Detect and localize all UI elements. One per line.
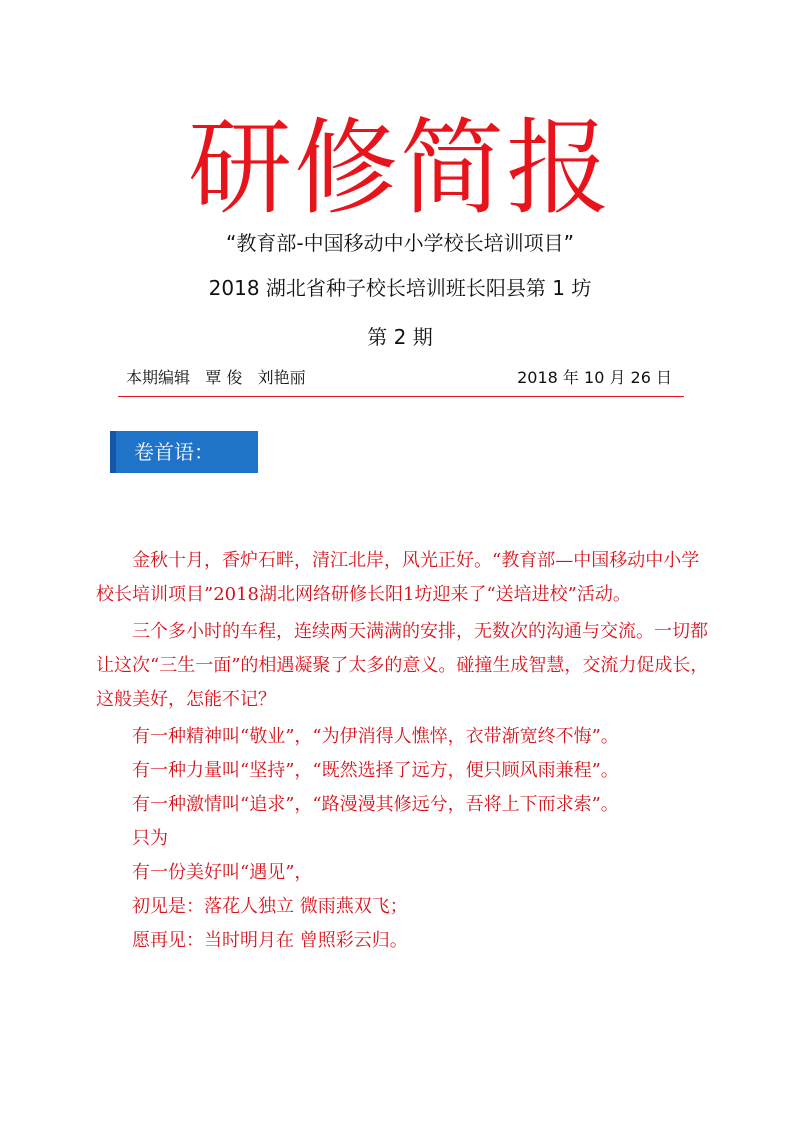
body-text [96,544,710,958]
editor-row [126,365,672,391]
section-heading [110,431,258,473]
editors: 本期编辑 覃 俊 刘艳丽 [126,368,306,387]
paragraph: 愿再见：当时明月在 曾照彩云归。 [132,930,408,951]
paragraph: 有一份美好叫“遇见”， [132,862,313,883]
issue-number: 第 2 期 [367,325,433,349]
paragraph: 金秋十月，香炉石畔，清江北岸，风光正好。“教育部—中国移动中小学校长培训项目”2018湖北网络研修长阳1坊迎来了“送培进校”活动。 [96,550,700,605]
issue-date: 2018 年 10 月 26 日 [517,368,672,387]
masthead-title: 研修简报 [187,107,612,229]
paragraph: 三个多小时的车程，连续两天满满的安排，无数次的沟通与交流。一切都让这次“三生一面”的相遇凝聚了太多的意义。碰撞生成智慧，交流力促成长，这般美好，怎能不记？ [96,621,709,710]
paragraph: 初见是：落花人独立 微雨燕双飞； [132,896,408,917]
paragraph: 有一种力量叫“坚持”，“既然选择了远方，便只顾风雨兼程”。 [132,760,619,781]
section-heading-label: 卷首语： [134,440,214,464]
paragraph: 只为 [132,828,168,849]
class-name: 2018 湖北省种子校长培训班长阳县第 1 坊 [208,276,592,300]
paragraph: 有一种激情叫“追求”，“路漫漫其修远兮，吾将上下而求索”。 [132,794,619,815]
project-name: “教育部-中国移动中小学校长培训项目” [226,231,574,255]
paragraph: 有一种精神叫“敬业”，“为伊消得人憔悴，衣带渐宽终不悔”。 [132,726,619,747]
header-divider [118,396,684,397]
